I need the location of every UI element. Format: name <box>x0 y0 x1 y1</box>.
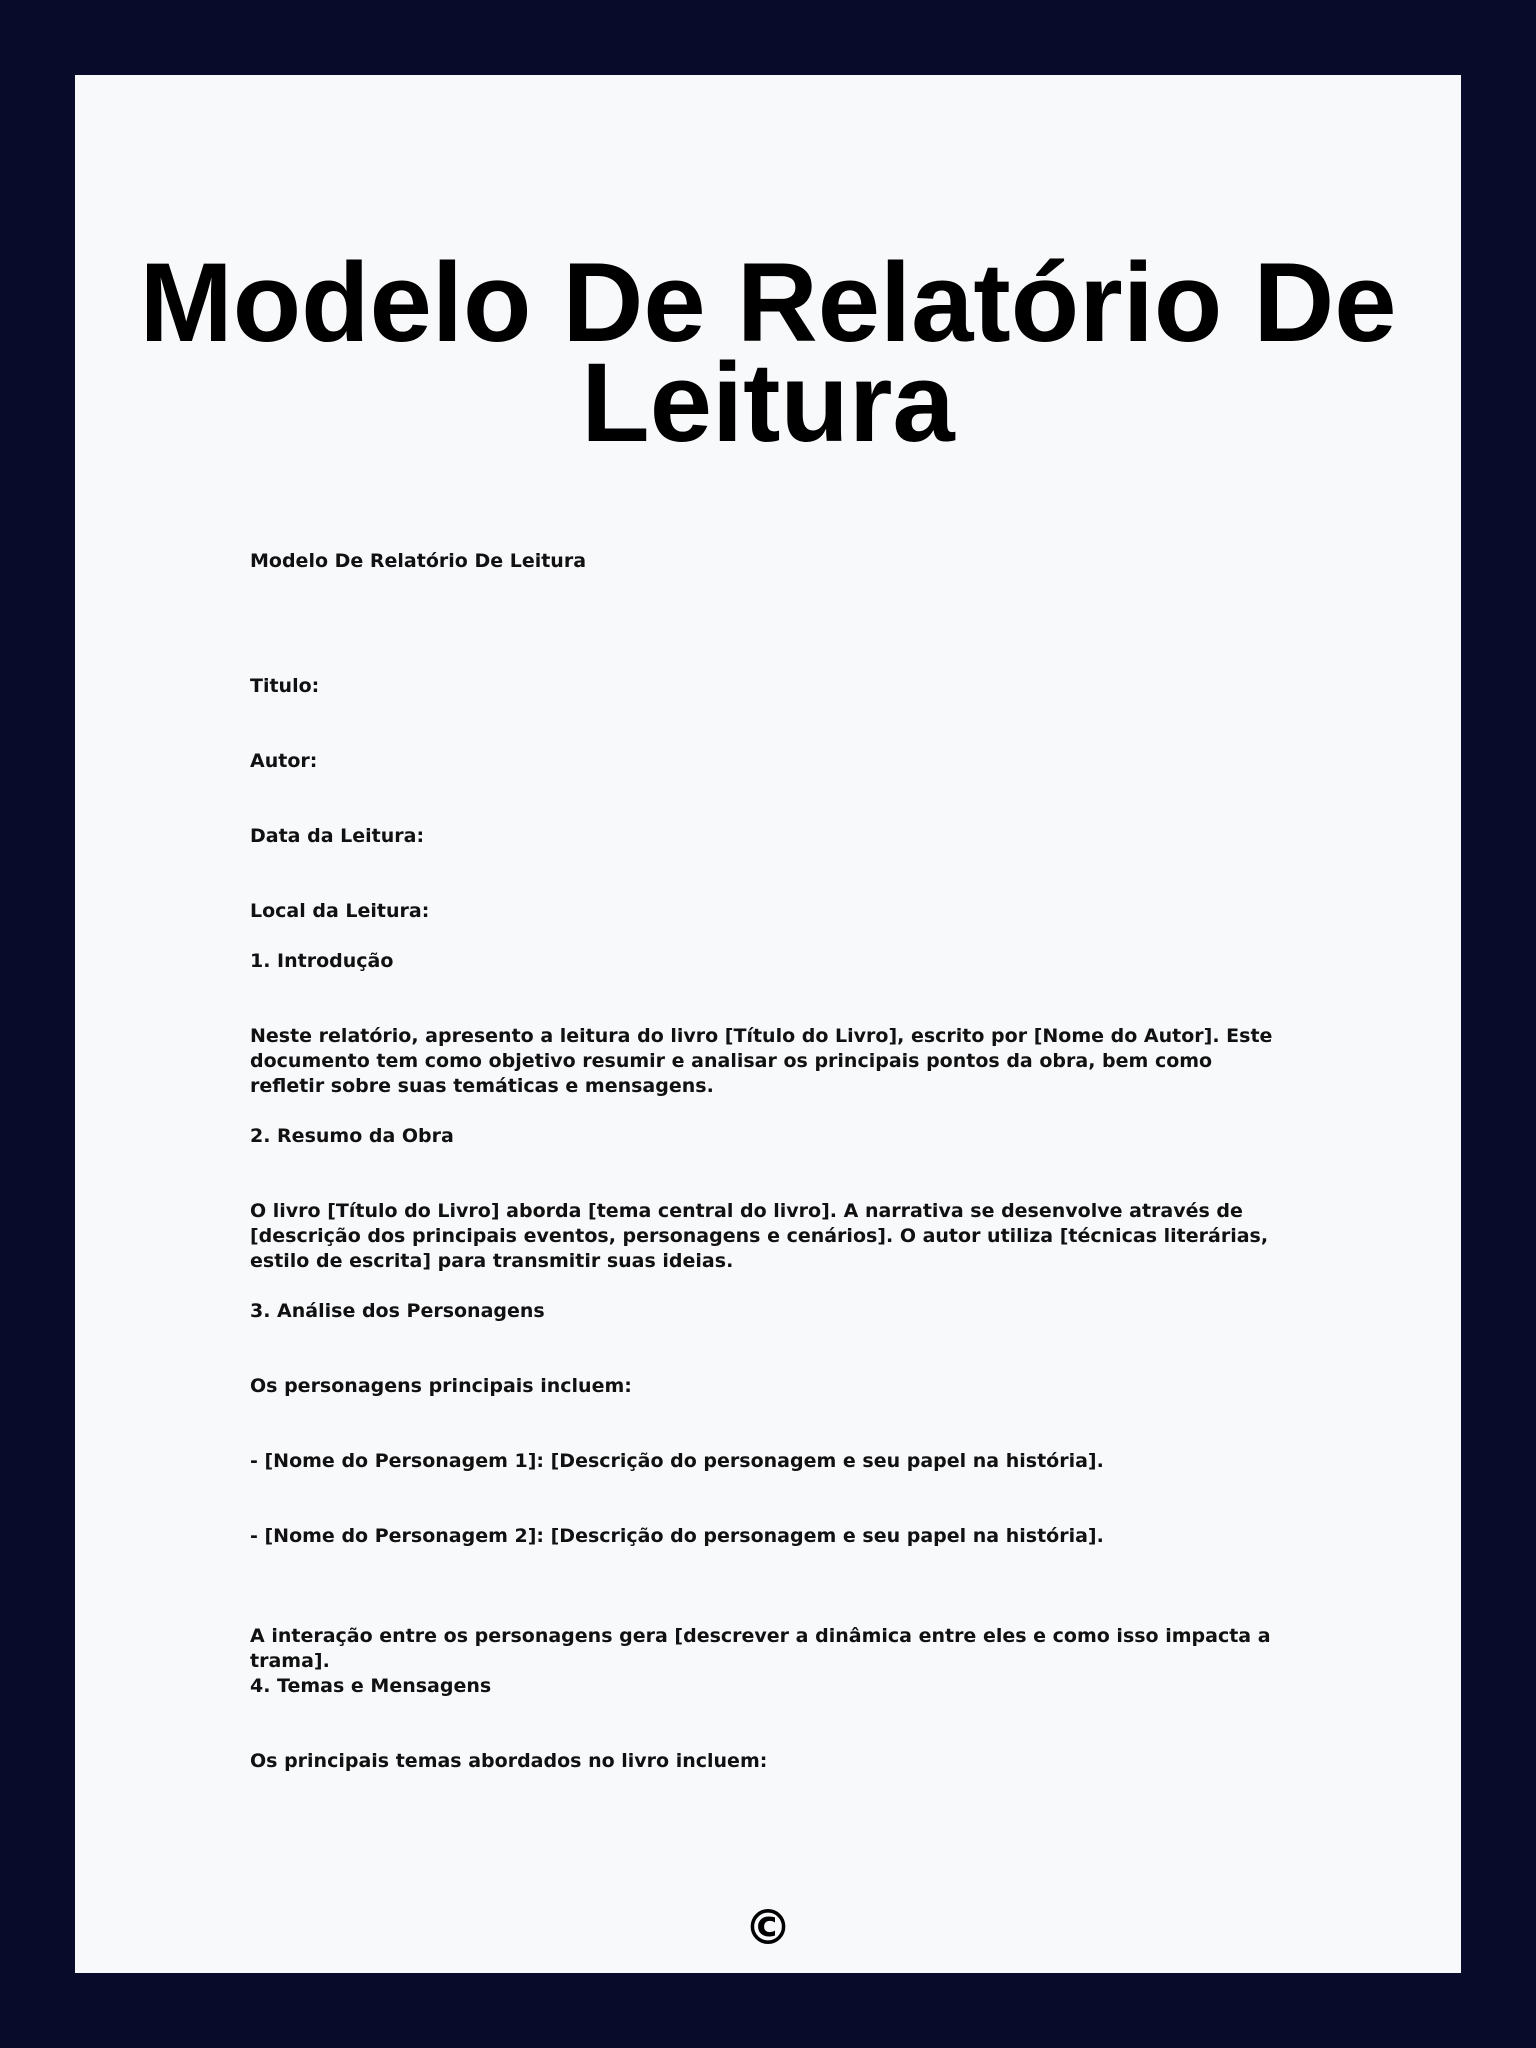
list-item-personagem-2: - [Nome do Personagem 2]: [Descrição do personagem e seu papel na história]. <box>250 1525 1104 1547</box>
section-text-intro: Neste relatório, apresento a leitura do livro [Título do Livro], escrito por [Nome do Autor]. Este documento tem como objetivo resumir e analisar os principais pontos da obra, bem como refletir sobre suas temáticas e mensagens. <box>250 1025 1273 1097</box>
document-page <box>75 75 1461 1973</box>
section-text-personagens-intro: Os personagens principais incluem: <box>250 1375 632 1397</box>
section-text-interacao: A interação entre os personagens gera [descrever a dinâmica entre eles e como isso impacta a trama]. <box>250 1625 1271 1672</box>
document-heading: Modelo De Relatório De Leitura <box>250 550 587 572</box>
field-autor: Autor: <box>250 750 318 772</box>
section-text-temas-intro: Os principais temas abordados no livro incluem: <box>250 1750 768 1772</box>
section-text-resumo: O livro [Título do Livro] aborda [tema central do livro]. A narrativa se desenvolve através de [descrição dos principais eventos, personagens e cenários]. O autor utiliza [técnicas literárias, estilo de escrita] para transmitir suas ideias. <box>250 1200 1269 1272</box>
field-local: Local da Leitura: <box>250 900 430 922</box>
section-heading-intro: 1. Introdução <box>250 950 394 972</box>
field-titulo: Titulo: <box>250 675 320 697</box>
field-data: Data da Leitura: <box>250 825 425 847</box>
copyright-icon: © <box>744 1900 792 1956</box>
section-heading-resumo: 2. Resumo da Obra <box>250 1125 454 1147</box>
page-title: Modelo De Relatório De Leitura <box>139 240 1397 465</box>
section-heading-temas: 4. Temas e Mensagens <box>250 1675 492 1697</box>
list-item-personagem-1: - [Nome do Personagem 1]: [Descrição do personagem e seu papel na história]. <box>250 1450 1104 1472</box>
section-heading-personagens: 3. Análise dos Personagens <box>250 1300 545 1322</box>
